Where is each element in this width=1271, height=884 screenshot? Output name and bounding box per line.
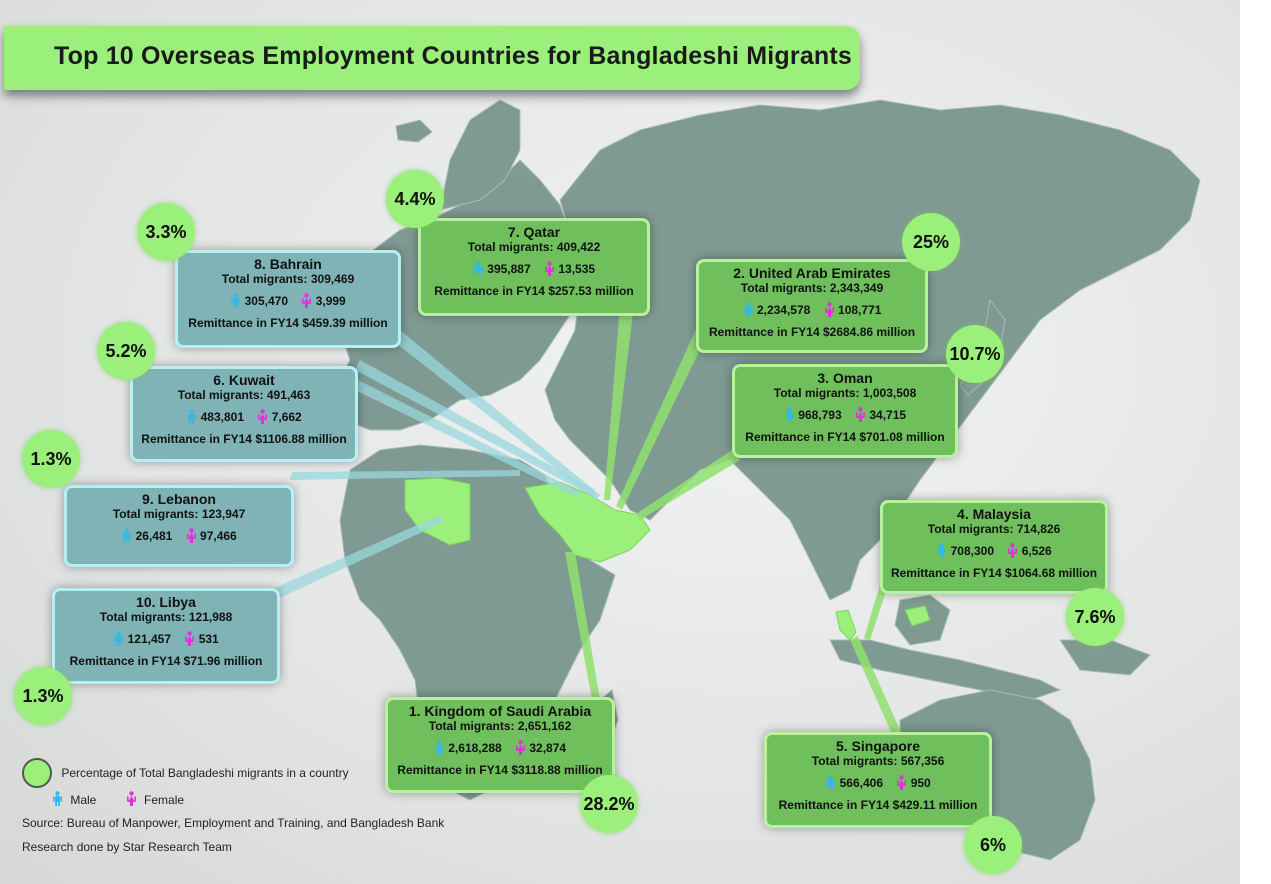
percent-bubble-singapore: 6% — [964, 816, 1022, 874]
country-name: 6. Kuwait — [213, 372, 275, 388]
country-name: 1. Kingdom of Saudi Arabia — [408, 703, 592, 719]
percent-bubble-lebanon: 1.3% — [22, 430, 80, 488]
male-person-icon — [186, 409, 197, 424]
total-migrants: Total migrants: 491,463 — [177, 388, 311, 402]
total-migrants: Total migrants: 123,947 — [112, 507, 246, 521]
female-count: 32,874 — [529, 741, 567, 755]
male-person-icon — [52, 791, 63, 806]
card-lebanon — [64, 485, 294, 567]
male-person-icon — [434, 740, 445, 755]
remittance: Remittance in FY14 $257.53 million — [434, 284, 634, 298]
total-migrants: Total migrants: 714,826 — [927, 522, 1061, 536]
female-count: 34,715 — [869, 408, 907, 422]
male-person-icon — [825, 775, 836, 790]
remittance: Remittance in FY14 $1064.68 million — [890, 566, 1098, 580]
percent-bubble-saudi-arabia: 28.2% — [580, 775, 638, 833]
country-name: 7. Qatar — [507, 224, 561, 240]
male-count: 566,406 — [839, 776, 883, 790]
male-person-icon — [743, 302, 754, 317]
card-uae — [696, 259, 928, 353]
remittance: Remittance in FY14 $71.96 million — [69, 654, 263, 668]
card-oman — [732, 364, 958, 458]
percent-bubble-oman: 10.7% — [946, 325, 1004, 383]
map-malaysia-peninsula — [836, 610, 856, 640]
remittance: Remittance in FY14 $701.08 million — [745, 430, 945, 444]
percent-bubble-malaysia: 7.6% — [1066, 588, 1124, 646]
male-person-icon — [784, 407, 795, 422]
female-count: 97,466 — [200, 529, 237, 543]
card-malaysia — [880, 500, 1108, 594]
percent-bubble-libya: 1.3% — [14, 667, 72, 725]
legend-circle-label: Percentage of Total Bangladeshi migrants in a country — [61, 766, 349, 780]
female-count: 6,526 — [1021, 544, 1052, 558]
female-person-icon — [301, 293, 312, 308]
female-person-icon — [824, 302, 835, 317]
female-person-icon — [544, 261, 555, 276]
map-iceland — [396, 120, 432, 142]
country-name: 5. Singapore — [835, 738, 921, 754]
remittance: Remittance in FY14 $1106.88 million — [141, 432, 347, 446]
female-person-icon — [186, 528, 197, 543]
female-count: 531 — [198, 632, 219, 646]
card-libya — [52, 588, 280, 684]
total-migrants: Total migrants: 2,651,162 — [428, 719, 572, 733]
male-person-icon — [113, 631, 124, 646]
card-singapore — [764, 732, 992, 828]
male-count: 708,300 — [950, 544, 994, 558]
male-count: 121,457 — [127, 632, 171, 646]
female-person-icon — [1007, 543, 1018, 558]
female-count: 108,771 — [838, 303, 882, 317]
female-person-icon — [257, 409, 268, 424]
male-count: 395,887 — [487, 262, 531, 276]
percent-bubble-qatar: 4.4% — [386, 170, 444, 228]
female-person-icon — [184, 631, 195, 646]
female-person-icon — [896, 775, 907, 790]
legend-male-label: Male — [70, 792, 97, 807]
legend-female-label: Female — [144, 792, 185, 807]
female-person-icon — [855, 407, 866, 422]
male-count: 968,793 — [798, 408, 842, 422]
female-count: 7,662 — [271, 410, 302, 424]
country-name: 3. Oman — [817, 370, 873, 386]
card-qatar — [418, 218, 650, 316]
remittance: Remittance in FY14 $3118.88 million — [397, 763, 603, 777]
remittance: Remittance in FY14 $2684.86 million — [708, 325, 916, 339]
map-new-guinea — [1060, 640, 1150, 675]
male-person-icon — [473, 261, 484, 276]
female-count: 13,535 — [558, 262, 596, 276]
title-banner — [4, 26, 860, 90]
page-title: Top 10 Overseas Employment Countries for Bangladeshi Migrants — [54, 42, 853, 70]
card-bahrain — [175, 250, 401, 348]
male-count: 2,234,578 — [756, 303, 811, 317]
total-migrants: Total migrants: 121,988 — [99, 610, 233, 624]
male-person-icon — [936, 543, 947, 558]
male-count: 483,801 — [200, 410, 244, 424]
percent-bubble-uae: 25% — [902, 213, 960, 271]
country-name: 10. Libya — [136, 594, 196, 610]
female-count: 3,999 — [315, 294, 346, 308]
country-name: 9. Lebanon — [142, 491, 216, 507]
male-person-icon — [121, 528, 132, 543]
credit-note: Research done by Star Research Team — [22, 840, 232, 854]
male-count: 305,470 — [244, 294, 288, 308]
card-kuwait — [130, 366, 358, 462]
total-migrants: Total migrants: 2,343,349 — [740, 281, 884, 295]
male-count: 26,481 — [135, 529, 173, 543]
total-migrants: Total migrants: 409,422 — [467, 240, 601, 254]
country-name: 4. Malaysia — [957, 506, 1031, 522]
total-migrants: Total migrants: 309,469 — [221, 272, 355, 286]
male-count: 2,618,288 — [448, 741, 502, 755]
percentage-circle-icon — [22, 758, 52, 788]
percent-bubble-kuwait: 5.2% — [97, 322, 155, 380]
percent-bubble-bahrain: 3.3% — [137, 203, 195, 261]
female-count: 950 — [910, 776, 931, 790]
country-name: 2. United Arab Emirates — [733, 265, 891, 281]
female-person-icon — [515, 740, 526, 755]
card-saudi-arabia — [385, 697, 615, 793]
total-migrants: Total migrants: 567,356 — [811, 754, 945, 768]
female-person-icon — [126, 791, 137, 806]
remittance: Remittance in FY14 $459.39 million — [188, 316, 388, 330]
country-name: 8. Bahrain — [254, 256, 322, 272]
source-note: Source: Bureau of Manpower, Employment and Training, and Bangladesh Bank — [22, 816, 445, 830]
total-migrants: Total migrants: 1,003,508 — [773, 386, 917, 400]
remittance: Remittance in FY14 $429.11 million — [778, 798, 978, 812]
male-person-icon — [230, 293, 241, 308]
